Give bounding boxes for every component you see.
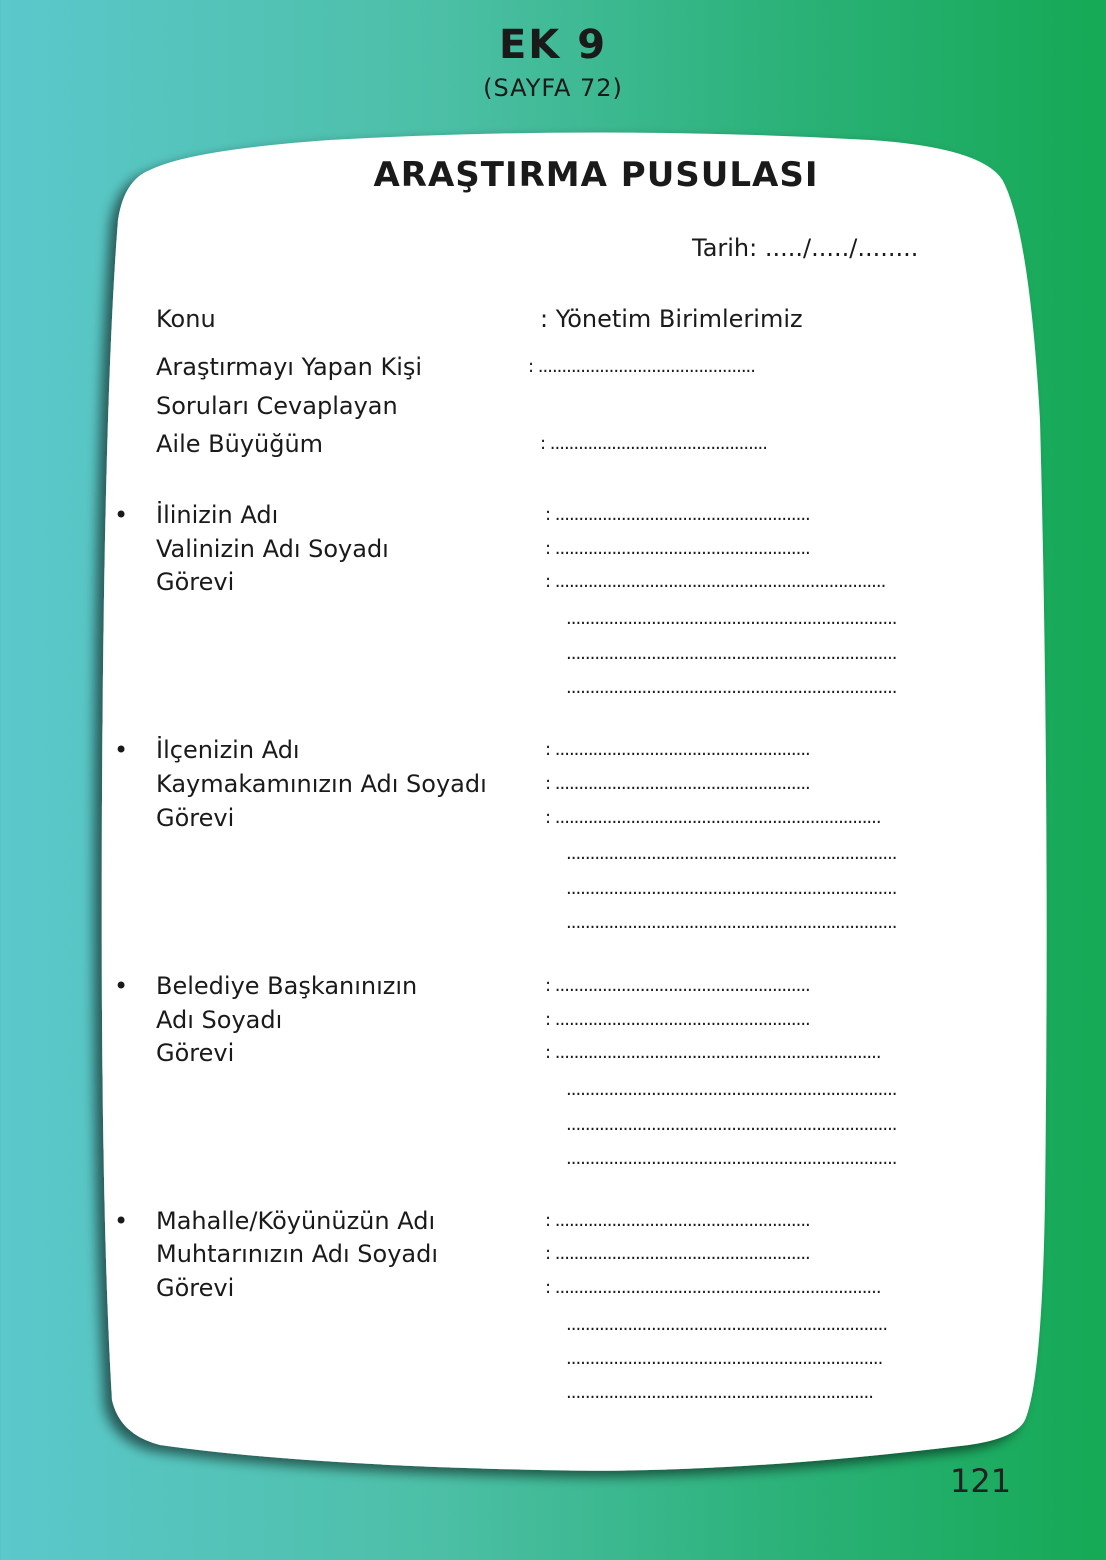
date-field[interactable]: Tarih: ...../...../........ [692, 234, 919, 262]
answerer-label-line2: Aile Büyüğüm [156, 430, 324, 458]
researcher-label: Araştırmayı Yapan Kişi [156, 353, 423, 381]
bullet-icon: • [114, 972, 129, 1000]
governor-name-field[interactable]: : ...................................................... [545, 538, 810, 559]
headman-duty-line4[interactable]: ................................................................. [566, 1382, 873, 1403]
headman-duty-line3[interactable]: ................................................................... [566, 1348, 883, 1369]
mayor-name-field[interactable]: : ...................................................... [545, 1009, 810, 1030]
governor-duty-label: Görevi [156, 568, 235, 596]
district-governor-name-field[interactable]: : ...................................................... [545, 773, 810, 794]
neighborhood-name-field[interactable]: : ...................................................... [545, 1210, 810, 1231]
topic-value: : Yönetim Birimlerimiz [540, 305, 803, 333]
headman-duty-field[interactable]: : ..................................................................... [545, 1277, 881, 1298]
form-title: ARAŞTIRMA PUSULASI [373, 155, 819, 195]
governor-duty-line3[interactable]: ...................................................................... [566, 643, 897, 664]
district-name-field[interactable]: : ...................................................... [545, 739, 810, 760]
mayor-field[interactable]: : ...................................................... [545, 975, 810, 996]
headman-duty-line2[interactable]: .................................................................... [566, 1314, 888, 1335]
district-governor-duty-field[interactable]: : ..................................................................... [545, 807, 881, 828]
answerer-label-line1: Soruları Cevaplayan [156, 392, 398, 420]
mayor-name-label: Adı Soyadı [156, 1006, 283, 1034]
district-governor-duty-label: Görevi [156, 804, 235, 832]
province-name-field[interactable]: : ...................................................... [545, 504, 810, 525]
district-governor-name-label: Kaymakamınızın Adı Soyadı [156, 770, 487, 798]
bullet-icon: • [114, 736, 129, 764]
bullet-icon: • [114, 501, 129, 529]
district-governor-duty-line3[interactable]: ...................................................................... [566, 878, 897, 899]
district-governor-duty-line4[interactable]: ...................................................................... [566, 912, 897, 933]
answerer-field[interactable]: : .............................................. [540, 433, 767, 454]
bullet-icon: • [114, 1207, 129, 1235]
headman-name-label: Muhtarınızın Adı Soyadı [156, 1240, 439, 1268]
province-name-label: İlinizin Adı [156, 501, 279, 529]
headman-name-field[interactable]: : ...................................................... [545, 1243, 810, 1264]
governor-duty-field[interactable]: : ...................................................................... [545, 571, 886, 592]
governor-name-label: Valinizin Adı Soyadı [156, 535, 389, 563]
neighborhood-name-label: Mahalle/Köyünüzün Adı [156, 1207, 436, 1235]
mayor-duty-line2[interactable]: ...................................................................... [566, 1079, 897, 1100]
district-governor-duty-line2[interactable]: ...................................................................... [566, 843, 897, 864]
mayor-label: Belediye Başkanınızın [156, 972, 418, 1000]
page-reference: (SAYFA 72) [483, 74, 623, 102]
mayor-duty-field[interactable]: : ..................................................................... [545, 1042, 881, 1063]
headman-duty-label: Görevi [156, 1274, 235, 1302]
governor-duty-line4[interactable]: ...................................................................... [566, 677, 897, 698]
page-number: 121 [950, 1462, 1012, 1500]
appendix-label: EK 9 [498, 22, 608, 68]
topic-label: Konu [156, 305, 216, 333]
researcher-field[interactable]: : .............................................. [528, 356, 755, 377]
mayor-duty-label: Görevi [156, 1039, 235, 1067]
mayor-duty-line3[interactable]: ...................................................................... [566, 1114, 897, 1135]
mayor-duty-line4[interactable]: ...................................................................... [566, 1148, 897, 1169]
governor-duty-line2[interactable]: ...................................................................... [566, 608, 897, 629]
district-name-label: İlçenizin Adı [156, 736, 300, 764]
